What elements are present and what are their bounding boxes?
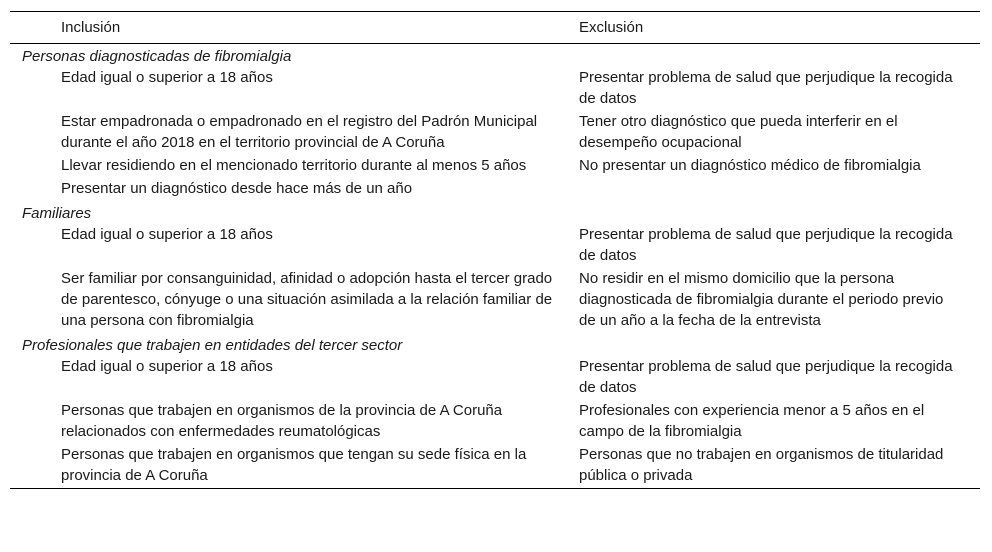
table-row [10,356,980,400]
inclusion-cell: Edad igual o superior a 18 años [61,69,273,86]
table-row [10,178,980,201]
table-row [10,155,980,178]
table-body [10,44,980,489]
group-title: Profesionales que trabajen en entidades del tercer sector [22,337,403,354]
group-row [10,333,980,356]
inclusion-cell: Llevar residiendo en el mencionado territorio durante al menos 5 años [61,157,527,174]
table-row [10,67,980,111]
table-row [10,400,980,444]
exclusion-cell: Presentar problema de salud que perjudique la recogida de datos [579,358,953,396]
group-title: Familiares [22,205,92,222]
inclusion-cell: Ser familiar por consanguinidad, afinidad o adopción hasta el tercer grado de parentesco, cónyuge o una situación asimilada a la relación familiar de una persona con fibromialgia [61,270,553,329]
exclusion-cell: Presentar problema de salud que perjudique la recogida de datos [579,69,953,107]
inclusion-cell: Personas que trabajen en organismos que tengan su sede física en la provincia de A Coruña [61,446,527,484]
table-header [10,12,980,44]
header-inclusion: Inclusión [61,19,121,36]
exclusion-cell: Tener otro diagnóstico que pueda interferir en el desempeño ocupacional [579,113,898,151]
table-row [10,224,980,268]
table-row [10,111,980,155]
inclusion-cell: Estar empadronada o empadronado en el registro del Padrón Municipal durante el año 2018 en el territorio provincial de A Coruña [61,113,538,151]
group-row [10,201,980,224]
exclusion-cell: Presentar problema de salud que perjudique la recogida de datos [579,226,953,264]
inclusion-cell: Edad igual o superior a 18 años [61,226,273,243]
group-title: Personas diagnosticadas de fibromialgia [22,48,292,65]
criteria-table-container [10,11,980,489]
exclusion-cell: Profesionales con experiencia menor a 5 años en el campo de la fibromialgia [579,402,925,440]
criteria-table [10,11,980,489]
group-row [10,44,980,68]
header-exclusion: Exclusión [579,19,644,36]
table-row [10,444,980,489]
table-row [10,268,980,333]
exclusion-cell [579,178,980,201]
exclusion-cell: No residir en el mismo domicilio que la persona diagnosticada de fibromialgia durante el periodo previo de un año a la fecha de la entrevista [579,270,944,329]
inclusion-cell: Edad igual o superior a 18 años [61,358,273,375]
inclusion-cell: Presentar un diagnóstico desde hace más de un año [61,180,413,197]
inclusion-cell: Personas que trabajen en organismos de la provincia de A Coruña relacionados con enfermedades reumatológicas [61,402,503,440]
exclusion-cell: Personas que no trabajen en organismos de titularidad pública o privada [579,446,944,484]
exclusion-cell: No presentar un diagnóstico médico de fibromialgia [579,157,921,174]
